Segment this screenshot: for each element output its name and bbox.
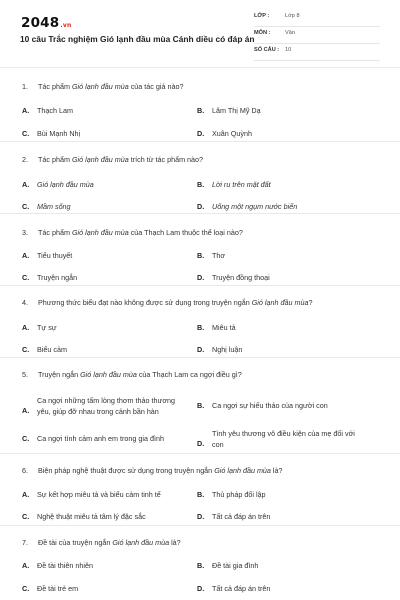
option-text: Uống một ngụm nước biển bbox=[212, 202, 298, 211]
work-title: Gió lạnh đầu mùa bbox=[71, 228, 129, 237]
option-letter: B. bbox=[197, 323, 205, 332]
option-letter: C. bbox=[22, 434, 30, 443]
page-header bbox=[0, 0, 400, 66]
question-divider bbox=[0, 67, 400, 68]
option-letter: D. bbox=[197, 584, 205, 593]
option-letter: C. bbox=[22, 129, 30, 138]
option-text: Tất cả đáp án trên bbox=[212, 584, 271, 593]
option-letter: A. bbox=[22, 406, 30, 415]
option-letter: B. bbox=[197, 561, 205, 570]
meta-value: 10 bbox=[285, 47, 292, 53]
option-text: Xuân Quỳnh bbox=[212, 129, 252, 138]
work-title: Gió lạnh đầu mùa bbox=[112, 538, 170, 547]
work-title: Gió lạnh đầu mùa bbox=[80, 370, 137, 379]
option-text: Bùi Mạnh Nhị bbox=[37, 129, 81, 138]
option-text: Miêu tả bbox=[212, 323, 236, 332]
work-title: Gió lạnh đầu mùa bbox=[71, 82, 129, 91]
option-text: Biểu cảm bbox=[37, 345, 67, 354]
meta-key: LỚP : bbox=[254, 13, 270, 19]
question-number: 6. bbox=[22, 466, 28, 475]
question-part: Truyện ngắn bbox=[38, 370, 81, 379]
option-letter: D. bbox=[197, 202, 205, 211]
question-number: 4. bbox=[22, 298, 28, 307]
question-part: Tác phẩm bbox=[38, 82, 72, 91]
question-number: 2. bbox=[22, 155, 28, 164]
option-text: Đề tài gia đình bbox=[212, 561, 259, 570]
option-letter: C. bbox=[22, 202, 30, 211]
option-text: Nghệ thuật miêu tả tâm lý đặc sắc bbox=[37, 512, 146, 521]
meta-row-subject bbox=[254, 27, 380, 44]
meta-value: Lớp 8 bbox=[285, 13, 300, 19]
question-text bbox=[22, 298, 312, 307]
option-text: Tình yêu thương vô điều kiện của mẹ đối với con bbox=[212, 429, 355, 449]
option-text: Sự kết hợp miêu tả và biểu cảm tinh tế bbox=[37, 490, 161, 499]
option-text: Truyện ngắn bbox=[37, 273, 78, 282]
option-letter: C. bbox=[22, 512, 30, 521]
option-text: Ca ngợi sự hiếu thảo của người con bbox=[212, 401, 328, 410]
question-part: là? bbox=[169, 538, 181, 547]
option-letter: A. bbox=[22, 323, 30, 332]
option-text: Ca ngợi những tấm lòng thơm thảo thương yêu, giúp đỡ nhau trong cảnh bần hàn bbox=[37, 396, 176, 416]
meta-key: SỐ CÂU : bbox=[254, 47, 280, 53]
question-part: là? bbox=[270, 466, 283, 475]
option-text: Lâm Thị Mỹ Dạ bbox=[212, 106, 261, 115]
option-letter: A. bbox=[22, 180, 30, 189]
question-divider bbox=[0, 357, 400, 358]
option-letter: D. bbox=[197, 273, 205, 282]
option-text: Ca ngợi tình cảm anh em trong gia đình bbox=[37, 434, 164, 443]
option-letter: D. bbox=[197, 345, 205, 354]
question-number: 7. bbox=[22, 538, 28, 547]
option-letter: D. bbox=[197, 439, 205, 448]
work-title: Gió lạnh đầu mùa bbox=[71, 155, 129, 164]
question-text bbox=[22, 82, 183, 91]
meta-row-class bbox=[254, 10, 380, 27]
work-title: Gió lạnh đầu mùa bbox=[214, 466, 271, 475]
option-text: Thủ pháp đối lập bbox=[212, 490, 266, 499]
option-letter: D. bbox=[197, 512, 205, 521]
option-text: Truyện đồng thoại bbox=[212, 273, 270, 282]
option-letter: C. bbox=[22, 273, 30, 282]
question-divider bbox=[0, 213, 400, 214]
option-text: Thạch Lam bbox=[37, 106, 73, 115]
question-text bbox=[22, 466, 283, 475]
option-letter: B. bbox=[197, 401, 205, 410]
option-text: Đề tài thiên nhiên bbox=[37, 561, 93, 570]
option-text: Nghị luận bbox=[212, 345, 243, 354]
question-text bbox=[22, 538, 181, 547]
option-text: Mầm sống bbox=[37, 202, 71, 211]
question-divider bbox=[0, 453, 400, 454]
option-letter: B. bbox=[197, 490, 205, 499]
question-part: Phương thức biểu đạt nào không được sử dụng trong truyện ngắn bbox=[38, 298, 252, 307]
option-letter: A. bbox=[22, 106, 30, 115]
option-text: Lời ru trên mặt đất bbox=[212, 180, 271, 189]
option-text: Tiểu thuyết bbox=[37, 251, 73, 260]
question-text bbox=[22, 370, 242, 379]
question-divider bbox=[0, 525, 400, 526]
option-text: Gió lạnh đầu mùa bbox=[37, 180, 94, 189]
meta-row-count bbox=[254, 44, 380, 61]
page-title: 10 câu Trắc nghiệm Gió lạnh đầu mùa Cánh diều có đáp án bbox=[20, 34, 255, 44]
question-number: 3. bbox=[22, 228, 28, 237]
option-text: Đề tài trẻ em bbox=[37, 584, 79, 593]
option-letter: D. bbox=[197, 129, 205, 138]
option-letter: C. bbox=[22, 345, 30, 354]
question-part: Tác phẩm bbox=[38, 155, 72, 164]
question-part: Đề tài của truyện ngắn bbox=[38, 538, 113, 547]
question-text bbox=[22, 155, 203, 164]
option-letter: B. bbox=[197, 180, 205, 189]
option-letter: B. bbox=[197, 106, 205, 115]
option-letter: A. bbox=[22, 251, 30, 260]
question-number: 1. bbox=[22, 82, 28, 91]
option-letter: A. bbox=[22, 561, 30, 570]
question-part: của Thạch Lam ca ngợi điều gì? bbox=[136, 370, 242, 379]
question-part: trích từ tác phẩm nào? bbox=[128, 155, 204, 164]
option-text: Thơ bbox=[212, 251, 226, 260]
option-text: Tất cả đáp án trên bbox=[212, 512, 271, 521]
site-logo[interactable] bbox=[21, 15, 71, 31]
question-number: 5. bbox=[22, 370, 28, 379]
question-text bbox=[22, 228, 243, 237]
option-text: Tự sự bbox=[37, 323, 57, 332]
meta-value: Văn bbox=[285, 30, 295, 36]
option-letter: B. bbox=[197, 251, 205, 260]
question-part: Tác phẩm bbox=[38, 228, 72, 237]
question-part: của Thạch Lam thuộc thể loại nào? bbox=[128, 228, 243, 237]
question-part: của tác giả nào? bbox=[128, 82, 184, 91]
question-part: ? bbox=[308, 298, 313, 307]
option-letter: A. bbox=[22, 490, 30, 499]
meta-key: MÔN : bbox=[254, 30, 271, 36]
question-divider bbox=[0, 285, 400, 286]
logo-suffix: .vn bbox=[60, 22, 72, 29]
question-divider bbox=[0, 141, 400, 142]
work-title: Gió lạnh đầu mùa bbox=[251, 298, 309, 307]
question-part: Biện pháp nghệ thuật được sử dụng trong truyện ngắn bbox=[38, 466, 215, 475]
option-letter: C. bbox=[22, 584, 30, 593]
logo-text: 2048 bbox=[21, 15, 60, 31]
